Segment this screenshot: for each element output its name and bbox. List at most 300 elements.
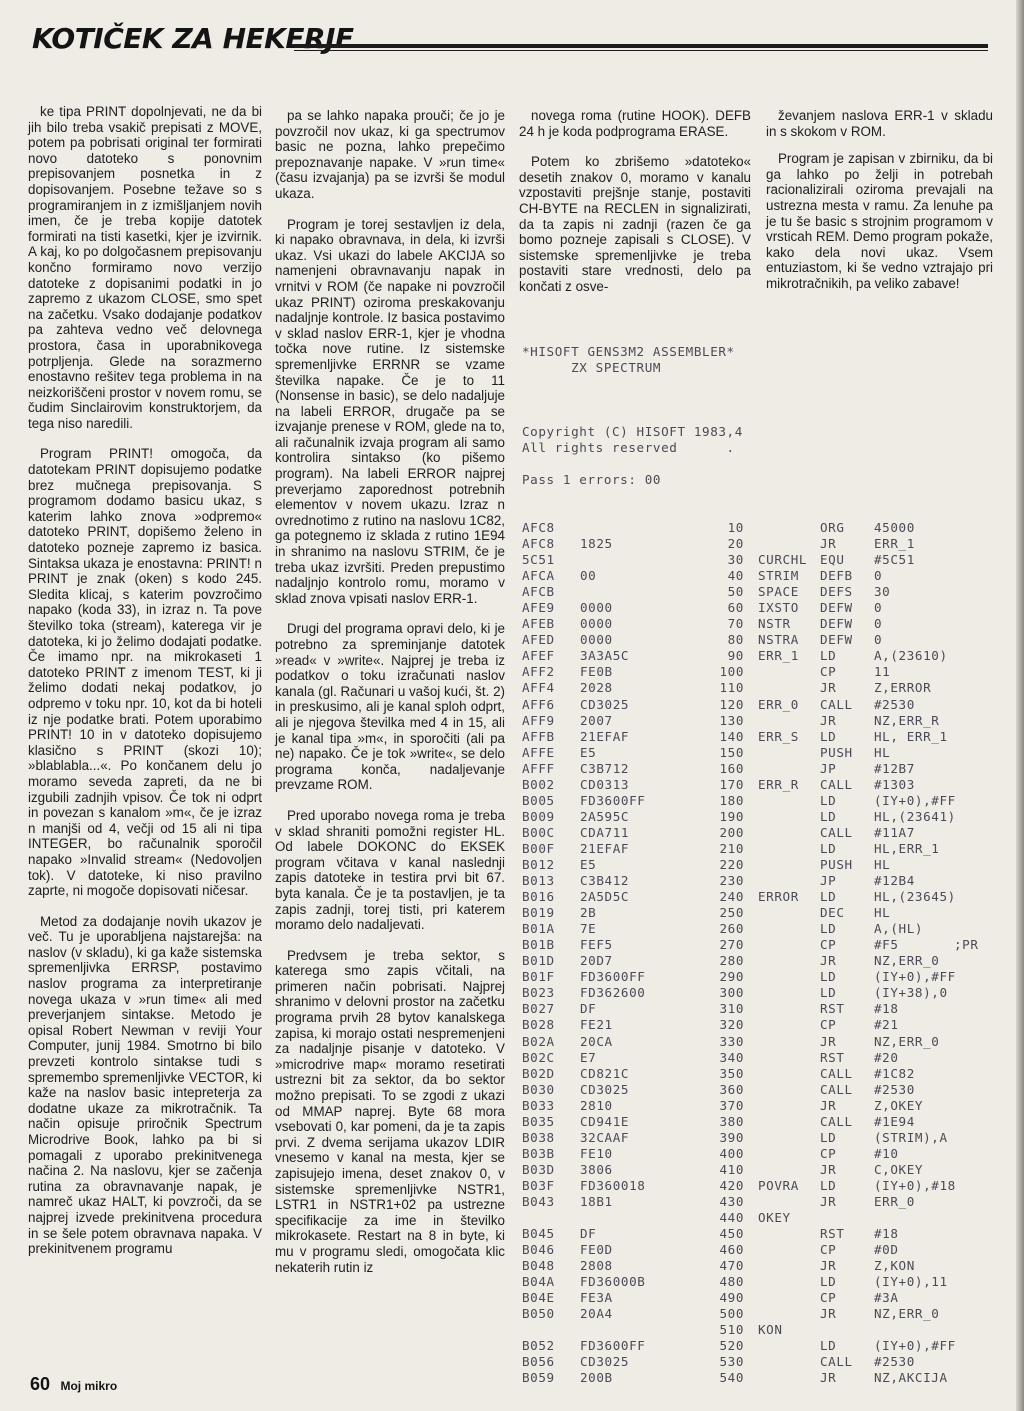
listing-mnemonic: CP	[820, 664, 837, 680]
listing-opcode: 2A595C	[580, 808, 630, 824]
listing-header-line: *HISOFT GENS3M2 ASSEMBLER*	[522, 344, 735, 359]
listing-line-number: 80	[727, 632, 744, 648]
listing-opcode: 32CAAF	[580, 1129, 630, 1145]
listing-mnemonic: LD	[820, 1129, 837, 1145]
listing-line-number: 510	[719, 1322, 744, 1338]
listing-header-line: Pass 1 errors: 00	[522, 472, 662, 487]
listing-opcode: 1825	[580, 536, 613, 552]
article-column-3	[519, 108, 751, 295]
listing-mnemonic: CP	[820, 1242, 837, 1258]
listing-line-number: 520	[719, 1338, 744, 1354]
listing-opcode: 0000	[580, 616, 613, 632]
listing-row	[522, 985, 1002, 1001]
listing-address: AFF6	[522, 696, 555, 712]
listing-mnemonic: JR	[820, 680, 837, 696]
listing-opcode: C3B712	[580, 760, 630, 776]
listing-mnemonic: JR	[820, 1306, 837, 1322]
listing-line-number: 420	[719, 1177, 744, 1193]
listing-row	[522, 552, 1002, 568]
listing-mnemonic: RST	[820, 1049, 845, 1065]
listing-line-number: 30	[727, 552, 744, 568]
listing-opcode: 20D7	[580, 953, 613, 969]
listing-mnemonic: CP	[820, 937, 837, 953]
listing-mnemonic: LD	[820, 889, 837, 905]
listing-header-line	[522, 392, 1002, 408]
page-header	[32, 22, 988, 62]
listing-line-number: 130	[719, 712, 744, 728]
listing-mnemonic: JR	[820, 712, 837, 728]
listing-operand: #5C51	[874, 552, 915, 568]
listing-address: B043	[522, 1193, 555, 1209]
listing-mnemonic: CALL	[820, 824, 853, 840]
listing-address: AFC8	[522, 520, 555, 535]
listing-opcode: 0000	[580, 632, 613, 648]
listing-operand: NZ,AKCIJA	[874, 1370, 948, 1386]
listing-address: AFFB	[522, 728, 555, 744]
listing-mnemonic: JR	[820, 536, 837, 552]
listing-header-line	[522, 504, 1002, 520]
listing-line-number: 200	[719, 824, 744, 840]
listing-opcode: 21EFAF	[580, 728, 630, 744]
listing-address: AFF9	[522, 712, 555, 728]
listing-line-number: 70	[727, 616, 744, 632]
listing-operand: NZ,ERR_0	[874, 953, 940, 969]
listing-row	[522, 969, 1002, 985]
listing-address: B038	[522, 1129, 555, 1145]
listing-header-line: All rights reserved .	[522, 440, 735, 455]
listing-opcode: 2810	[580, 1097, 613, 1113]
listing-address: B04E	[522, 1290, 555, 1306]
listing-opcode: 0000	[580, 600, 613, 616]
listing-line-number: 360	[719, 1081, 744, 1097]
listing-row	[522, 1178, 1002, 1194]
listing-line-number: 170	[719, 776, 744, 792]
listing-operand: #12B7	[874, 760, 915, 776]
listing-address: B059	[522, 1370, 555, 1386]
listing-opcode: DF	[580, 1001, 597, 1017]
listing-address: B028	[522, 1017, 555, 1033]
listing-row	[522, 568, 1002, 584]
listing-mnemonic: CP	[820, 1145, 837, 1161]
listing-address: 5C51	[522, 552, 555, 568]
listing-operand: 45000	[874, 520, 915, 535]
listing-label: OKEY	[758, 1210, 791, 1226]
listing-label: NSTRA	[758, 632, 799, 648]
listing-operand: 0	[874, 632, 883, 648]
listing-opcode: E5	[580, 856, 597, 872]
listing-operand: (IY+0),#18	[874, 1177, 956, 1193]
listing-address: AFCB	[522, 584, 555, 600]
listing-mnemonic: CALL	[820, 1113, 853, 1129]
listing-row	[522, 745, 1002, 761]
listing-operand: (IY+0),#FF	[874, 792, 956, 808]
listing-address: B023	[522, 985, 555, 1001]
listing-row	[522, 1242, 1002, 1258]
listing-opcode: 3806	[580, 1161, 613, 1177]
listing-mnemonic: CP	[820, 1017, 837, 1033]
listing-header-line	[522, 488, 1002, 504]
listing-opcode: DF	[580, 1226, 597, 1242]
listing-mnemonic: DEFW	[820, 616, 853, 632]
listing-row	[522, 536, 1002, 552]
listing-operand: #1E94	[874, 1113, 915, 1129]
listing-label: CURCHL	[758, 552, 808, 568]
listing-line-number: 440	[719, 1210, 744, 1226]
listing-line-number: 160	[719, 760, 744, 776]
listing-line-number: 410	[719, 1161, 744, 1177]
listing-mnemonic: CALL	[820, 1081, 853, 1097]
listing-opcode: FE0B	[580, 664, 613, 680]
listing-opcode: 7E	[580, 921, 597, 937]
paragraph: ke tipa PRINT dopolnjevati, ne da bi jih bilo treba vsakič prepisati z MOVE, potem pa pobrisati original ter formirati novo datoteko s ponovnim prepisovanjem posnetka in z dopisovanjem. Posebne težave so s programiranjem in z izmišljanjem novih imen, če je treba kopije datotek formirati na tisti kasetki, kjer je izvirnik. A kaj, ko po dolgočasnem prepisovanju končno formiramo novo verzijo datoteke z dopisanimi podatki in jo zapremo z ukazom CLOSE, smo spet na začetku. Vsako dodajanje podatkov pa zahteva vedno več delovnega prostora, časa in uporabnikovega potrpljenja. Glede na sorazmerno enostavno rešitev tega problema in na neizkoriščeni prostor v novem romu, se čudim Sinclairovim konstruktorjem, da tega niso naredili.	[28, 104, 262, 431]
listing-operand: Z,KON	[874, 1258, 915, 1274]
listing-mnemonic: CALL	[820, 696, 853, 712]
listing-line-number: 50	[727, 584, 744, 600]
listing-address: B04A	[522, 1274, 555, 1290]
listing-mnemonic: CALL	[820, 776, 853, 792]
listing-operand: 0	[874, 600, 883, 616]
listing-address: B019	[522, 905, 555, 921]
listing-opcode: 2A5D5C	[580, 889, 630, 905]
listing-line-number: 10	[727, 520, 744, 535]
listing-label: ERR_S	[758, 728, 799, 744]
listing-row	[522, 889, 1002, 905]
listing-opcode: CD3025	[580, 1081, 630, 1097]
listing-row	[522, 1274, 1002, 1290]
listing-line-number: 320	[719, 1017, 744, 1033]
listing-line-number: 380	[719, 1113, 744, 1129]
listing-line-number: 370	[719, 1097, 744, 1113]
listing-operand: #1303	[874, 776, 915, 792]
magazine-name: Moj mikro	[60, 1379, 118, 1393]
listing-line-number: 100	[719, 664, 744, 680]
listing-mnemonic: CALL	[820, 1354, 853, 1370]
listing-operand: #0D	[874, 1242, 899, 1258]
listing-line-number: 330	[719, 1033, 744, 1049]
listing-mnemonic: RST	[820, 1001, 845, 1017]
listing-mnemonic: JP	[820, 760, 837, 776]
listing-operand: #2530	[874, 1354, 915, 1370]
listing-row	[522, 713, 1002, 729]
listing-line-number: 530	[719, 1354, 744, 1370]
listing-label: STRIM	[758, 568, 799, 584]
listing-opcode: FD3600FF	[580, 792, 646, 808]
listing-opcode: E5	[580, 744, 597, 760]
paragraph: ževanjem naslova ERR-1 v skladu in s skokom v ROM.	[766, 108, 993, 139]
listing-address: B016	[522, 889, 555, 905]
listing-opcode: 200B	[580, 1370, 613, 1386]
listing-row	[522, 1258, 1002, 1274]
listing-mnemonic: PUSH	[820, 744, 853, 760]
listing-operand: NZ,ERR_R	[874, 712, 940, 728]
listing-opcode: FE21	[580, 1017, 613, 1033]
listing-mnemonic: LD	[820, 808, 837, 824]
paragraph: Program je zapisan v zbirniku, da bi ga lahko po želji in potrebah racionalizirali oziroma prevajali na ustrezna mesta v ramu. Za lenuhe pa je tu še basic s strojnim programom v vrsticah REM. Demo program pokaže, kako dela novi ukaz. Vsem entuziastom, ki še vedno vztrajajo pri mikrotračnikih, pa veliko zabave!	[766, 151, 993, 291]
listing-opcode: CD3025	[580, 696, 630, 712]
listing-address: AFEF	[522, 648, 555, 664]
paragraph: Predvsem je treba sektor, s katerega smo zapis včitali, na primeren način pobrisati. Najprej shranimo v delovni prostor na začetku programa prvih 28 bytov kanalskega zapisa, ki morajo ostati nespremenjeni za nadaljnje pisanje v datoteko. V »microdrive map« moramo resetirati ustrezni bit za sektor, da bo sektor možno prepisati. To se zgodi z ukazi od MMAP naprej. Byte 68 mora vsebovati 0, kar pomeni, da je ta zapis prvi. Z dvema serijama ukazov LDIR vnesemo v kanal na mesta, kjer se zapisujejo imena, deset znakov 0, v sistemske spremenljivke NSTR1, LSTR1 in NSTR1+02 pa ustrezne specifikacije za ime in številko mikrokasete. Restart na 8 in byte, ki mu v programu sledi, omogočata klic nekaterih rutin iz	[275, 947, 505, 1275]
listing-operand: A,(23610)	[874, 648, 948, 664]
listing-address: B002	[522, 776, 555, 792]
listing-address: B005	[522, 792, 555, 808]
listing-row	[522, 1322, 1002, 1338]
listing-row	[522, 616, 1002, 632]
listing-mnemonic: JR	[820, 1033, 837, 1049]
listing-operand: 11	[874, 664, 891, 680]
listing-address: B012	[522, 856, 555, 872]
listing-operand: (IY+0),#FF	[874, 969, 956, 985]
listing-address: AFED	[522, 632, 555, 648]
listing-mnemonic: JR	[820, 1258, 837, 1274]
listing-mnemonic: LD	[820, 1338, 837, 1354]
listing-line-number: 180	[719, 792, 744, 808]
listing-opcode: FE0D	[580, 1242, 613, 1258]
listing-mnemonic: JR	[820, 953, 837, 969]
listing-operand: HL	[874, 905, 891, 921]
listing-mnemonic: CP	[820, 1290, 837, 1306]
listing-opcode: 3A3A5C	[580, 648, 630, 664]
listing-address: AFCA	[522, 568, 555, 584]
listing-operand: C,OKEY	[874, 1161, 924, 1177]
listing-operand: (IY+0),11	[874, 1274, 948, 1290]
listing-row	[522, 632, 1002, 648]
listing-header-line	[522, 408, 1002, 424]
listing-row	[522, 729, 1002, 745]
listing-mnemonic: DEFW	[820, 600, 853, 616]
listing-row	[522, 1370, 1002, 1386]
listing-address: B00C	[522, 824, 555, 840]
listing-mnemonic: JR	[820, 1370, 837, 1386]
listing-label: IXSTO	[758, 600, 799, 616]
listing-header-line	[522, 376, 1002, 392]
listing-row	[522, 1338, 1002, 1354]
listing-line-number: 300	[719, 985, 744, 1001]
listing-address: B01A	[522, 921, 555, 937]
paragraph: pa se lahko napaka prouči; če jo je povzročil nov ukaz, ki ga spectrumov basic ne pozna, lahko prepečimo prepoznavanje napake. V »run time« (času izvajanja) pa se izvrši še modul ukaza.	[275, 108, 505, 201]
assembler-listing	[522, 344, 1002, 1387]
listing-opcode: FD3600FF	[580, 969, 646, 985]
listing-address: B046	[522, 1242, 555, 1258]
listing-opcode: 2808	[580, 1258, 613, 1274]
listing-row	[522, 600, 1002, 616]
listing-operand: Z,OKEY	[874, 1097, 924, 1113]
listing-address: B03F	[522, 1177, 555, 1193]
listing-operand: A,(HL)	[874, 921, 924, 937]
listing-operand: (IY+0),#FF	[874, 1338, 956, 1354]
listing-address: AFFF	[522, 760, 555, 776]
listing-mnemonic: LD	[820, 969, 837, 985]
listing-row	[522, 953, 1002, 969]
listing-address: B009	[522, 808, 555, 824]
listing-row	[522, 1066, 1002, 1082]
listing-operand: 0	[874, 568, 883, 584]
listing-opcode: FEF5	[580, 937, 613, 953]
listing-address: B03B	[522, 1145, 555, 1161]
listing-comment: ;PR	[954, 937, 979, 953]
listing-opcode: CDA711	[580, 824, 630, 840]
listing-line-number: 280	[719, 953, 744, 969]
header-rule	[294, 44, 988, 51]
listing-line-number: 260	[719, 921, 744, 937]
listing-label: ERR_1	[758, 648, 799, 664]
listing-operand: 0	[874, 616, 883, 632]
paragraph: Pred uporabo novega roma je treba v sklad shraniti pomožni register HL. Od labele DOKONC do EKSEK program včitava v kanal naslednji zapis datoteke in testira prvi bit 67. byta kanala. Če je ta postavljen, je ta zapis zadnji, torej tisti, pri katerem moramo delo nadaljevati.	[275, 807, 505, 933]
listing-header-line	[522, 456, 1002, 472]
listing-opcode: FE10	[580, 1145, 613, 1161]
listing-operand: (STRIM),A	[874, 1129, 948, 1145]
listing-mnemonic: LD	[820, 840, 837, 856]
listing-operand: (IY+38),0	[874, 985, 948, 1001]
listing-mnemonic: JR	[820, 1193, 837, 1209]
listing-opcode: 2007	[580, 712, 613, 728]
listing-line-number: 190	[719, 808, 744, 824]
listing-operand: #18	[874, 1001, 899, 1017]
listing-address: B00F	[522, 840, 555, 856]
listing-operand: HL	[874, 856, 891, 872]
listing-row	[522, 1162, 1002, 1178]
listing-operand: #F5	[874, 937, 899, 953]
listing-operand: HL	[874, 744, 891, 760]
article-column-4	[766, 108, 993, 292]
listing-operand: ERR_0	[874, 1193, 915, 1209]
listing-address: B048	[522, 1258, 555, 1274]
listing-header-line: ZX SPECTRUM	[522, 360, 662, 375]
listing-row	[522, 937, 1002, 953]
listing-line-number: 350	[719, 1065, 744, 1081]
listing-row	[522, 1114, 1002, 1130]
listing-opcode: FD3600FF	[580, 1338, 646, 1354]
listing-line-number: 250	[719, 905, 744, 921]
listing-line-number: 540	[719, 1370, 744, 1386]
article-column-1	[28, 104, 262, 1257]
listing-line-number: 210	[719, 840, 744, 856]
paragraph: Drugi del programa opravi delo, ki je potrebno za spreminjanje datotek »read« v »write«. Najprej je treba iz podatkov o toku izračunati naslov kanala (gl. Računari u vašoj kući, št. 2) in preskusimo, ali je kanal sploh odprt, ali je njegova številka med 4 in 15, ali je kanal tipa »m«, in sporočiti (ali pa ne) napako. Če je tok »write«, se delo programa konča, nadaljevanje prevzame ROM.	[275, 621, 505, 793]
listing-line-number: 140	[719, 728, 744, 744]
listing-operand: HL,(23641)	[874, 808, 956, 824]
listing-opcode: FD362600	[580, 985, 646, 1001]
listing-row	[522, 1354, 1002, 1370]
listing-operand: #12B4	[874, 873, 915, 889]
paragraph: Program je torej sestavljen iz dela, ki napako obravnava, in dela, ki izvrši ukaz. Vsi ukazi do labele AKCIJA so namenjeni obravnavanju napak in vrnitvi v ROM (če napake ni povzročil ukaz PRINT) oziroma preskakovanju nadaljnje kontrole. Iz basica postavimo v sklad naslov ERR-1, kjer je vhodna točka nove rutine. Iz sistemske spremenljivke ERRNR se vzame številka napake. Če je to 11 (Nonsense in basic), se delo nadaljuje na labeli ERROR, drugače pa se izvajanje prenese v ROM, glede na to, ali računalnik izvaja program ali samo kontrolira sintakso (ko pišemo program). Na labeli ERROR najprej preverjamo zaporednost potrebnih elementov v novem ukazu. Izraz n ovrednotimo z rutino na naslovu 1C82, ga potegnemo iz sklada z rutino 1E94 in shranimo na naslovu STRIM, če je treba ukaz izvršiti. Preden prepustimo nadaljnjo kontrolo romu, moramo v sklad znova vpisati naslov ERR-1.	[275, 216, 506, 606]
listing-line-number: 240	[719, 889, 744, 905]
listing-line-number: 150	[719, 744, 744, 760]
listing-row	[522, 1017, 1002, 1033]
listing-opcode: 21EFAF	[580, 840, 630, 856]
listing-line-number: 450	[719, 1226, 744, 1242]
listing-label: KON	[758, 1322, 783, 1338]
listing-address: B013	[522, 873, 555, 889]
listing-operand: HL, ERR_1	[874, 728, 948, 744]
listing-address: B045	[522, 1226, 555, 1242]
listing-label: NSTR	[758, 616, 791, 632]
listing-operand: #2530	[874, 1081, 915, 1097]
listing-mnemonic: LD	[820, 792, 837, 808]
listing-line-number: 110	[719, 680, 744, 696]
listing-opcode: CD821C	[580, 1065, 630, 1081]
listing-row	[522, 584, 1002, 600]
listing-address: AFF4	[522, 680, 555, 696]
listing-row	[522, 873, 1002, 889]
paragraph: Potem ko zbrišemo »datoteko« desetih znakov 0, moramo v kanalu vzpostaviti prejšnje stanje, postaviti CH-BYTE na RECLEN in signalizirati, da ta zapis ni zadnji (razen če ga bomo pozneje zapisali s CLOSE). V sistemske spremenljivke je treba postaviti stare vrednosti, delo pa končati z osve-	[519, 154, 751, 294]
page-number: 60	[30, 1374, 51, 1394]
listing-mnemonic: DEFW	[820, 632, 853, 648]
listing-row	[522, 793, 1002, 809]
listing-operand: #3A	[874, 1290, 899, 1306]
listing-row	[522, 648, 1002, 664]
listing-row	[522, 825, 1002, 841]
listing-rows	[522, 520, 1002, 1387]
listing-row	[522, 1210, 1002, 1226]
listing-mnemonic: JR	[820, 1161, 837, 1177]
listing-operand: HL,ERR_1	[874, 840, 940, 856]
listing-address: AFE9	[522, 600, 555, 616]
listing-operand: #1C82	[874, 1065, 915, 1081]
listing-row	[522, 1082, 1002, 1098]
listing-mnemonic: LD	[820, 1177, 837, 1193]
listing-row	[522, 921, 1002, 937]
listing-address: AFFE	[522, 744, 555, 760]
listing-operand: #18	[874, 1226, 899, 1242]
listing-label: ERR_0	[758, 696, 799, 712]
listing-line-number: 40	[727, 568, 744, 584]
listing-row	[522, 1034, 1002, 1050]
listing-operand: #11A7	[874, 824, 915, 840]
listing-row	[522, 1146, 1002, 1162]
listing-address: B027	[522, 1001, 555, 1017]
listing-header	[522, 344, 1002, 520]
listing-opcode: FD36000B	[580, 1274, 646, 1290]
listing-opcode: CD0313	[580, 776, 630, 792]
listing-line-number: 480	[719, 1274, 744, 1290]
listing-operand: NZ,ERR_0	[874, 1033, 940, 1049]
listing-line-number: 500	[719, 1306, 744, 1322]
listing-opcode: CD941E	[580, 1113, 630, 1129]
page-footer	[30, 1374, 117, 1404]
listing-line-number: 470	[719, 1258, 744, 1274]
listing-address: B01B	[522, 937, 555, 953]
listing-opcode: 00	[580, 568, 597, 584]
listing-row	[522, 1050, 1002, 1066]
listing-mnemonic: PUSH	[820, 856, 853, 872]
listing-row	[522, 680, 1002, 696]
listing-opcode: FD360018	[580, 1177, 646, 1193]
listing-opcode: C3B412	[580, 873, 630, 889]
listing-row	[522, 777, 1002, 793]
listing-mnemonic: JR	[820, 1097, 837, 1113]
listing-row	[522, 1306, 1002, 1322]
listing-address: AFF2	[522, 664, 555, 680]
listing-line-number: 340	[719, 1049, 744, 1065]
listing-operand: HL,(23645)	[874, 889, 956, 905]
listing-mnemonic: JP	[820, 873, 837, 889]
listing-mnemonic: DEFB	[820, 568, 853, 584]
listing-operand: NZ,ERR_0	[874, 1306, 940, 1322]
listing-label: ERROR	[758, 889, 799, 905]
listing-opcode: E7	[580, 1049, 597, 1065]
paragraph: Metod za dodajanje novih ukazov je več. Tu je uporabljena najstarejša: na naslov (v skladu), ki ga kaže sistemska spremenljivka ERRSP, postavimo naslov programa za interpretiranje novega ukaza v »run time« ali med preverjanjem sintakse. Metodo je opisal Robert Newman v reviji Your Computer, junij 1984. Smotrno bi bilo prevzeti kontrolo sintakse tudi s spremembo spremenljivke VECTOR, ki kaže na naslov basic intepreterja za dodatne ukaze za mikrotračnik. Ta način opisuje priročnik Spectrum Microdrive Book, lahko pa bi si pomagali z uporabo prekinitvenega načina 2. Na naslovu, kjer se začenja rutina za obravnavanje napak, je namreč ukaz HALT, ki povzroči, da se najprej izvede prekinitvena procedura in se šele potem obravnava napaka. V prekinitvenem programu	[28, 913, 262, 1257]
listing-row	[522, 1001, 1002, 1017]
listing-line-number: 290	[719, 969, 744, 985]
listing-address: AFC8	[522, 536, 555, 552]
listing-address: B052	[522, 1338, 555, 1354]
listing-operand: ERR_1	[874, 536, 915, 552]
listing-address: B035	[522, 1113, 555, 1129]
listing-address: B02D	[522, 1065, 555, 1081]
listing-line-number: 390	[719, 1129, 744, 1145]
article-column-2	[275, 108, 505, 1275]
listing-mnemonic: EQU	[820, 552, 845, 568]
listing-mnemonic: DEC	[820, 905, 845, 921]
